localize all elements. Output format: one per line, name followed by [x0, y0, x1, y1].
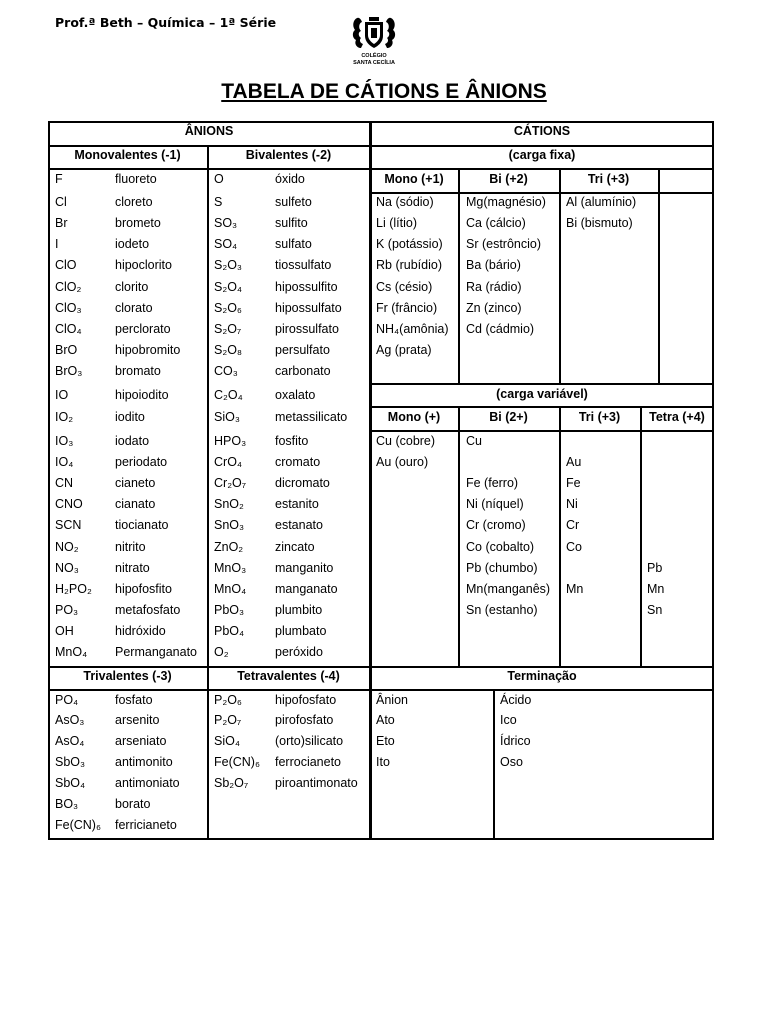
monovalent-formula: NO₂ [55, 540, 79, 554]
variable-cation: Sn (estanho) [466, 603, 538, 617]
bivalent-name: estanito [275, 497, 319, 511]
variable-cation: Fe [566, 476, 581, 490]
termination-acid: Ico [500, 713, 517, 727]
monovalent-name: iodito [115, 410, 145, 424]
monovalent-formula: BrO [55, 343, 78, 357]
bivalent-name: metassilicato [275, 410, 348, 424]
fixed-mono-cation: K (potássio) [376, 237, 443, 251]
variable-column-divider [458, 406, 460, 666]
monovalent-formula: F [55, 172, 63, 186]
monovalent-name: iodato [115, 434, 150, 448]
variable-cation: Ni [566, 497, 578, 511]
variable-top-divider [370, 383, 714, 385]
monovalent-formula: Cl [55, 195, 67, 209]
monovalent-name: nitrato [115, 561, 150, 575]
bivalent-formula: S₂O₄ [214, 280, 243, 294]
monovalent-name: hipoiodito [115, 388, 169, 402]
fixed-bi-cation: Ba (bário) [466, 258, 521, 272]
tetravalent-name: ferrocianeto [275, 755, 342, 769]
monovalent-formula: MnO₄ [55, 645, 88, 659]
anion-subheader-divider [48, 168, 370, 170]
trivalent-name: fosfato [115, 693, 153, 707]
variable-cation: Co [566, 540, 582, 554]
fixed-mono-cation: Li (lítio) [376, 216, 417, 230]
variable-bi-header: Bi (2+) [489, 410, 528, 424]
anion-column-divider [207, 145, 209, 840]
bivalent-name: oxalato [275, 388, 316, 402]
variable-cation: Au [566, 455, 582, 469]
monovalent-formula: BrO₃ [55, 364, 83, 378]
monovalent-formula: ClO₃ [55, 301, 82, 315]
variable-cation: Sn [647, 603, 663, 617]
monovalent-name: cianato [115, 497, 156, 511]
trivalent-name: antimonito [115, 755, 173, 769]
bivalent-formula: PbO₄ [214, 624, 245, 638]
trivalent-formula: SbO₄ [55, 776, 86, 790]
monovalent-formula: SCN [55, 518, 82, 532]
bivalent-name: peróxido [275, 645, 323, 659]
trivalent-name: ferricianeto [115, 818, 177, 832]
fixed-column-divider [559, 168, 561, 383]
monovalent-formula: IO₄ [55, 455, 74, 469]
fixed-tri-header: Tri (+3) [587, 172, 630, 186]
monovalent-formula: IO₂ [55, 410, 74, 424]
monovalent-formula: ClO [55, 258, 77, 272]
variable-tetra-header: Tetra (+4) [649, 410, 705, 424]
bivalent-formula: O₂ [214, 645, 229, 659]
bivalent-formula: HPO₃ [214, 434, 247, 448]
monovalent-formula: ClO₄ [55, 322, 82, 336]
bivalent-formula: SiO₃ [214, 410, 240, 424]
tetravalent-formula: Sb₂O₇ [214, 776, 249, 790]
monovalent-name: metafosfato [115, 603, 181, 617]
variable-cation: Cr (cromo) [466, 518, 526, 532]
fixed-bi-cation: Zn (zinco) [466, 301, 522, 315]
tetravalent-formula: Fe(CN)₆ [214, 755, 261, 769]
monovalent-name: brometo [115, 216, 161, 230]
variable-cation: Pb (chumbo) [466, 561, 538, 575]
termination-header: Terminação [507, 669, 577, 683]
monovalent-formula: I [55, 237, 59, 251]
fixed-bi-header: Bi (+2) [489, 172, 528, 186]
monovalent-formula: CN [55, 476, 74, 490]
anions-header: ÂNIONS [184, 124, 234, 138]
fixed-bi-cation: Cd (cádmio) [466, 322, 535, 336]
monovalent-name: periodato [115, 455, 168, 469]
bivalent-name: zincato [275, 540, 315, 554]
variable-tri-header: Tri (+3) [578, 410, 621, 424]
bivalent-name: dicromato [275, 476, 330, 490]
variable-cation: Co (cobalto) [466, 540, 535, 554]
monovalent-name: hipobromito [115, 343, 181, 357]
cations-header: CÁTIONS [513, 124, 571, 138]
tetravalent-header: Tetravalentes (-4) [237, 669, 340, 683]
monovalent-name: cloreto [115, 195, 153, 209]
bivalent-formula: Cr₂O₇ [214, 476, 247, 490]
fixed-tri-cation: Bi (bismuto) [566, 216, 633, 230]
trivalent-formula: SbO₃ [55, 755, 86, 769]
fixed-charge-header: (carga fixa) [508, 148, 576, 162]
monovalent-name: tiocianato [115, 518, 169, 532]
bivalent-formula: ZnO₂ [214, 540, 244, 554]
monovalent-name: Permanganato [115, 645, 198, 659]
monovalent-formula: PO₃ [55, 603, 79, 617]
bivalent-formula: S₂O₈ [214, 343, 243, 357]
monovalent-name: fluoreto [115, 172, 157, 186]
variable-cation: Cu (cobre) [376, 434, 436, 448]
fixed-column-divider [658, 168, 660, 383]
monovalent-name: perclorato [115, 322, 171, 336]
termination-anion: Ânion [376, 693, 408, 707]
bivalent-header: Bivalentes (-2) [245, 148, 332, 162]
cations-frame [370, 121, 714, 840]
monovalent-name: hidróxido [115, 624, 166, 638]
termination-acid: Oso [500, 755, 523, 769]
fixed-bi-cation: Ca (cálcio) [466, 216, 526, 230]
termination-anion: Eto [376, 734, 395, 748]
monovalent-header: Monovalentes (-1) [74, 148, 181, 162]
bivalent-formula: O [214, 172, 224, 186]
monovalent-name: clorito [115, 280, 149, 294]
bivalent-formula: S₂O₆ [214, 301, 242, 315]
header-divider [48, 145, 714, 147]
variable-cation: Mn(manganês) [466, 582, 551, 596]
monovalent-name: bromato [115, 364, 161, 378]
fixed-mono-header: Mono (+1) [384, 172, 444, 186]
trivalent-formula: AsO₃ [55, 713, 85, 727]
monovalent-formula: OH [55, 624, 74, 638]
bivalent-name: persulfato [275, 343, 330, 357]
fixed-mono-cation: Fr (frâncio) [376, 301, 438, 315]
trivalent-header: Trivalentes (-3) [83, 669, 172, 683]
bivalent-formula: MnO₃ [214, 561, 247, 575]
termination-acid: Ácido [500, 693, 532, 707]
monovalent-formula: ClO₂ [55, 280, 82, 294]
termination-column-divider [493, 689, 495, 840]
variable-cation: Mn [566, 582, 584, 596]
tetravalent-formula: P₂O₇ [214, 713, 242, 727]
variable-cation: Fe (ferro) [466, 476, 519, 490]
fixed-bi-cation: Ra (rádio) [466, 280, 522, 294]
bivalent-formula: S₂O₃ [214, 258, 243, 272]
monovalent-formula: Br [55, 216, 68, 230]
page-title: TABELA DE CÁTIONS E ÂNIONS [221, 80, 547, 103]
bivalent-name: cromato [275, 455, 321, 469]
trivalent-formula: PO₄ [55, 693, 79, 707]
termination-anion: Ato [376, 713, 395, 727]
tetravalent-name: (orto)silicato [275, 734, 344, 748]
bottom-section-divider [48, 666, 714, 668]
bivalent-formula: S [214, 195, 223, 209]
monovalent-name: clorato [115, 301, 153, 315]
variable-cation: Mn [647, 582, 665, 596]
bivalent-formula: PbO₃ [214, 603, 245, 617]
bivalent-name: plumbato [275, 624, 327, 638]
tetravalent-name: piroantimonato [275, 776, 358, 790]
tetravalent-formula: P₂O₆ [214, 693, 242, 707]
header-author: Prof.ª Beth – Química – 1ª Série [55, 15, 277, 30]
fixed-subheader-divider [370, 168, 714, 170]
bottom-header-divider [48, 689, 714, 691]
termination-acid: Ídrico [500, 734, 531, 748]
fixed-cols-divider [370, 192, 714, 194]
monovalent-name: hipoclorito [115, 258, 172, 272]
variable-cation: Ni (níquel) [466, 497, 524, 511]
fixed-mono-cation: NH₄(amônia) [376, 322, 449, 336]
bivalent-formula: SnO₃ [214, 518, 245, 532]
monovalent-formula: NO₃ [55, 561, 79, 575]
bivalent-formula: SO₄ [214, 237, 238, 251]
trivalent-formula: Fe(CN)₆ [55, 818, 102, 832]
bivalent-name: sulfeto [275, 195, 312, 209]
trivalent-name: arseniato [115, 734, 167, 748]
tetravalent-formula: SiO₄ [214, 734, 240, 748]
variable-mono-header: Mono (+) [387, 410, 441, 424]
logo-line1: COLÉGIO [361, 53, 387, 59]
trivalent-name: arsenito [115, 713, 160, 727]
monovalent-name: nitrito [115, 540, 146, 554]
variable-cation: Pb [647, 561, 663, 575]
bivalent-name: hipossulfito [275, 280, 338, 294]
bivalent-name: plumbito [275, 603, 323, 617]
monovalent-formula: IO [55, 388, 69, 402]
fixed-column-divider [458, 168, 460, 383]
bivalent-name: hipossulfato [275, 301, 342, 315]
bivalent-name: sulfato [275, 237, 312, 251]
tetravalent-name: pirofosfato [275, 713, 334, 727]
variable-cation: Cr [566, 518, 580, 532]
seahorse-crest-icon [349, 14, 399, 52]
bivalent-formula: C₂O₄ [214, 388, 243, 402]
trivalent-formula: AsO₄ [55, 734, 85, 748]
bivalent-name: carbonato [275, 364, 331, 378]
trivalent-formula: BO₃ [55, 797, 79, 811]
bivalent-formula: SnO₂ [214, 497, 244, 511]
bivalent-name: manganito [275, 561, 334, 575]
logo-line2: SANTA CECÍLIA [353, 60, 395, 66]
variable-cation: Cu [466, 434, 482, 448]
monovalent-name: cianeto [115, 476, 156, 490]
variable-column-divider [559, 406, 561, 666]
monovalent-name: iodeto [115, 237, 150, 251]
fixed-mono-cation: Rb (rubídio) [376, 258, 442, 272]
bivalent-name: óxido [275, 172, 305, 186]
fixed-mono-cation: Cs (césio) [376, 280, 433, 294]
monovalent-formula: IO₃ [55, 434, 74, 448]
trivalent-name: antimoniato [115, 776, 180, 790]
fixed-tri-cation: Al (alumínio) [566, 195, 637, 209]
bivalent-formula: MnO₄ [214, 582, 247, 596]
fixed-mono-cation: Ag (prata) [376, 343, 432, 357]
bivalent-name: sulfito [275, 216, 308, 230]
variable-cols-divider [370, 430, 714, 432]
monovalent-formula: H₂PO₂ [55, 582, 92, 596]
monovalent-formula: CNO [55, 497, 83, 511]
bivalent-formula: CO₃ [214, 364, 238, 378]
bivalent-name: manganato [275, 582, 338, 596]
termination-anion: Ito [376, 755, 390, 769]
bivalent-name: pirossulfato [275, 322, 339, 336]
variable-charge-header: (carga variável) [496, 387, 588, 401]
tetravalent-name: hipofosfato [275, 693, 337, 707]
bivalent-name: fosfito [275, 434, 309, 448]
variable-column-divider [640, 406, 642, 666]
bivalent-formula: CrO₄ [214, 455, 243, 469]
variable-cation: Au (ouro) [376, 455, 429, 469]
school-logo [342, 14, 406, 66]
trivalent-name: borato [115, 797, 151, 811]
bivalent-formula: SO₃ [214, 216, 238, 230]
monovalent-name: hipofosfito [115, 582, 172, 596]
bivalent-name: tiossulfato [275, 258, 332, 272]
fixed-mono-cation: Na (sódio) [376, 195, 434, 209]
fixed-bi-cation: Sr (estrôncio) [466, 237, 542, 251]
bivalent-name: estanato [275, 518, 323, 532]
bivalent-formula: S₂O₇ [214, 322, 242, 336]
fixed-bi-cation: Mg(magnésio) [466, 195, 546, 209]
variable-subheader-divider [370, 406, 714, 408]
